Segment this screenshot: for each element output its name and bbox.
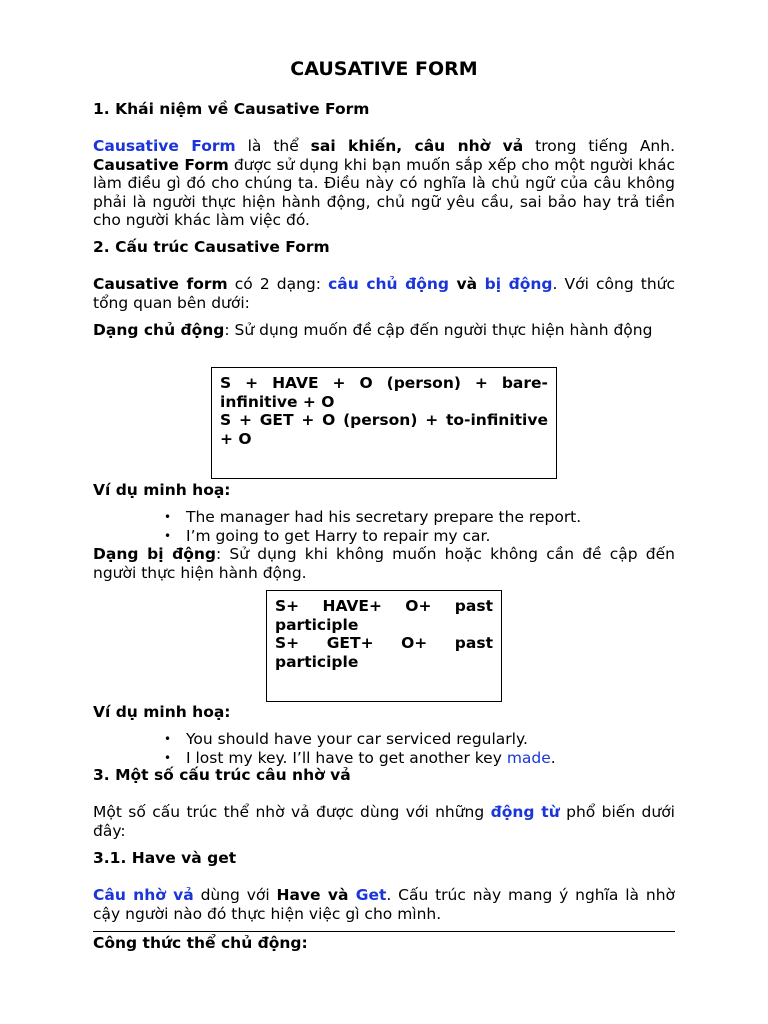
passive-voice-link[interactable]: bị động xyxy=(484,275,553,293)
example-label-active: Ví dụ minh hoạ: xyxy=(93,481,231,499)
list-item: • The manager had his secretary prepare the report. xyxy=(186,508,675,527)
section-1-paragraph: Causative Form là thể sai khiến, câu nhờ vả trong tiếng Anh. Causative Form được sử dụng khi bạn muốn sắp xếp cho một người khác làm điều gì đó cho chúng ta. Điều này có nghĩa là chủ ngữ của câu không phải là người thực hiện hành động, chủ ngữ yêu cầu, sai bảo hay trả tiền cho người khác làm việc đó. xyxy=(93,137,675,229)
active-form-description: Dạng chủ động: Sử dụng muốn đề cập đến người thực hiện hành động xyxy=(93,321,653,339)
passive-formula-line-2: S+ GET+ O+ past participle xyxy=(275,634,493,671)
get-link[interactable]: Get xyxy=(355,886,387,904)
active-formula-label: Công thức thể chủ động: xyxy=(93,934,308,952)
active-formula-box xyxy=(211,367,557,479)
passive-form-description: Dạng bị động: Sử dụng khi không muốn hoặc không cần đề cập đến người thực hiện hành động. xyxy=(93,545,675,582)
passive-formula-box xyxy=(266,590,502,702)
active-example-list xyxy=(186,508,675,545)
section-2-heading: 2. Cấu trúc Causative Form xyxy=(93,238,330,256)
active-formula-line-2: S + GET + O (person) + to-infinitive + O xyxy=(220,411,548,448)
passive-example-list xyxy=(186,730,675,767)
section-3-1-paragraph: Câu nhờ vả dùng với Have và Get. Cấu trúc này mang ý nghĩa là nhờ cậy người nào đó thực hiện việc gì cho mình. xyxy=(93,886,675,923)
causative-form-term: Causative Form xyxy=(93,137,236,155)
horizontal-rule xyxy=(93,931,675,932)
verb-link[interactable]: động từ xyxy=(490,803,560,821)
list-item: • I’m going to get Harry to repair my car. xyxy=(186,527,675,546)
example-label-passive: Ví dụ minh hoạ: xyxy=(93,703,231,721)
list-item: • I lost my key. I’ll have to get another key made. xyxy=(186,749,675,768)
page-title: CAUSATIVE FORM xyxy=(290,58,478,80)
passive-formula-line-1: S+ HAVE+ O+ past participle xyxy=(275,597,493,634)
made-link[interactable]: made xyxy=(506,748,551,767)
section-1-heading: 1. Khái niệm về Causative Form xyxy=(93,100,370,118)
cau-nho-va-link[interactable]: Câu nhờ vả xyxy=(93,886,194,904)
active-formula-line-1: S + HAVE + O (person) + bare-infinitive + O xyxy=(220,374,548,411)
section-3-1-heading: 3.1. Have và get xyxy=(93,849,237,867)
section-3-paragraph: Một số cấu trúc thể nhờ vả được dùng với những động từ phổ biến dưới đây: xyxy=(93,803,675,840)
section-3-heading: 3. Một số cấu trúc câu nhờ vả xyxy=(93,766,351,784)
section-2-paragraph: Causative form có 2 dạng: câu chủ động và bị động. Với công thức tổng quan bên dưới: xyxy=(93,275,676,312)
active-voice-link[interactable]: câu chủ động xyxy=(328,275,449,293)
list-item: • You should have your car serviced regularly. xyxy=(186,730,675,749)
